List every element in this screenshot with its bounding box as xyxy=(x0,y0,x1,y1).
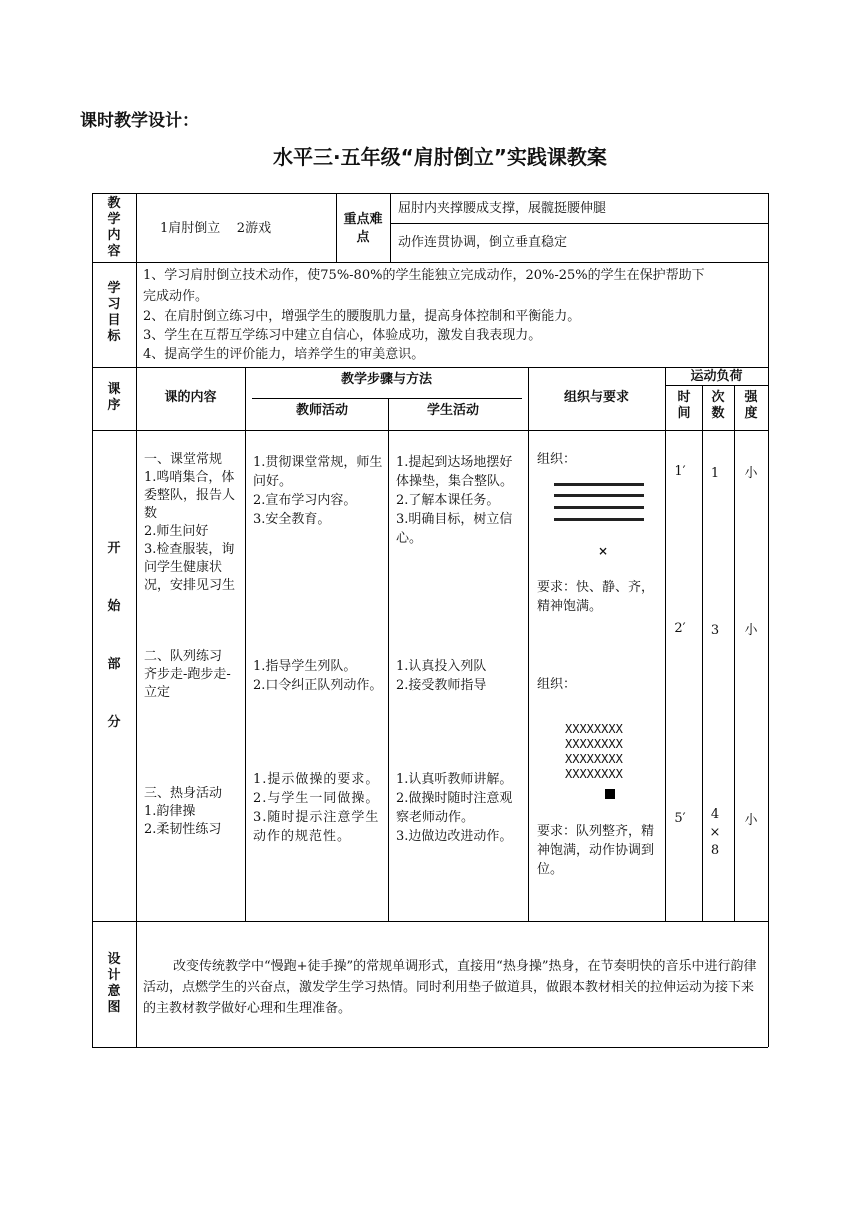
goal-line: 2、在肩肘倒立练习中，增强学生的腰腹肌力量，提高身体控制和平衡能力。 xyxy=(143,309,581,324)
teacher-activity-3: 1.提示做操的要求。 2.与学生一同做操。 3.随时提示注意学生动作的规范性。 xyxy=(253,772,380,844)
teacher-activity-2: 1.指导学生列队。 2.口令纠正队列动作。 xyxy=(253,659,383,693)
formation-row: XXXXXXXX xyxy=(565,737,623,751)
teaching-content-label: 教学内容 xyxy=(107,196,121,259)
time-value: 5′ xyxy=(674,811,686,826)
order-header: 课序 xyxy=(107,382,121,413)
student-activity-1: 1.提起到达场地摆好体操垫，集合整队。 2.了解本课任务。 3.明确目标，树立信心。 xyxy=(396,455,514,546)
intensity-value: 小 xyxy=(744,813,758,828)
time-value: 1′ xyxy=(674,464,686,479)
teaching-content: 1肩肘倒立 2游戏 xyxy=(160,221,272,236)
key-row-divider xyxy=(390,223,768,224)
goal-line: 1、学习肩肘倒立技术动作，使75%-80%的学生能独立完成动作，20%-25%的学生在保护帮助下 xyxy=(143,268,705,283)
col-divider xyxy=(136,193,137,1047)
steps-header: 教学步骤与方法 xyxy=(340,372,432,387)
intensity-value: 小 xyxy=(744,623,758,638)
time-value: 2′ xyxy=(674,621,686,636)
goal-line: 3、学生在互帮互学练习中建立自信心，体验成功，激发自我表现力。 xyxy=(143,328,542,343)
org-header: 组织与要求 xyxy=(563,390,629,405)
content-header: 课的内容 xyxy=(164,390,217,405)
org-requirement-2: 要求：队列整齐，精神饱满，动作协调到位。 xyxy=(537,824,655,877)
col-divider xyxy=(665,367,666,921)
col-divider xyxy=(734,385,735,921)
goal-line: 4、提高学生的评价能力，培养学生的审美意识。 xyxy=(143,347,425,362)
row-divider xyxy=(92,430,768,431)
count-header: 次数 xyxy=(711,390,725,421)
student-header: 学生活动 xyxy=(426,403,479,418)
teacher-position-mark: × xyxy=(598,544,609,558)
load-header: 运动负荷 xyxy=(690,369,743,384)
table-border-top xyxy=(92,193,768,194)
col-divider xyxy=(528,367,529,921)
design-intent-text: 改变传统教学中“慢跑+徒手操”的常规单调形式，直接用“热身操”热身，在节奏明快的音乐中进行韵律活动，点燃学生的兴奋点，激发学生学习热情。同时利用垫子做道具，做跟本教材相关的拉伸运动为接下来的主教材教学做好心理和生理准备。 xyxy=(143,959,757,1016)
formation-row: XXXXXXXX xyxy=(565,752,623,766)
table-border-right xyxy=(768,193,769,1047)
formation-row: XXXXXXXX xyxy=(565,767,623,781)
teacher-square-icon xyxy=(605,789,615,799)
intensity-header: 强度 xyxy=(744,390,758,421)
org-requirement-1: 要求：快、静、齐，精神饱满。 xyxy=(537,580,655,614)
row-divider xyxy=(92,921,768,922)
col-divider xyxy=(388,398,389,921)
learning-goals-label: 学习目标 xyxy=(107,281,121,344)
content-warmup: 三、热身活动 1.韵律操 2.柔韧性练习 xyxy=(144,786,223,837)
difficulty: 动作连贯协调，倒立垂直稳定 xyxy=(398,235,568,250)
table-border-bottom xyxy=(92,1047,768,1048)
col-divider xyxy=(390,193,391,262)
formation-row: XXXXXXXX xyxy=(565,722,623,736)
count-value: 1 xyxy=(710,466,720,481)
design-intent-label: 设计意图 xyxy=(107,952,121,1015)
student-activity-3: 1.认真听教师讲解。 2.做操时随时注意观察老师动作。 3.边做边改进动作。 xyxy=(396,772,513,844)
org-label-2: 组织： xyxy=(537,677,577,692)
col-divider xyxy=(336,193,337,262)
table-border-left xyxy=(92,193,93,1047)
count-value: 3 xyxy=(710,623,720,638)
col-divider xyxy=(702,385,703,921)
col-divider xyxy=(245,367,246,921)
time-header: 时间 xyxy=(677,390,691,421)
row-divider xyxy=(92,262,768,263)
org-label-1: 组织： xyxy=(537,452,577,467)
content-formation: 二、队列练习 齐步走-跑步走-立定 xyxy=(144,649,231,700)
steps-header-divider xyxy=(252,398,522,399)
key-point: 屈肘内夹撑腰成支撑，展髋挺腰伸腿 xyxy=(398,201,607,216)
start-part-label: 开始部分 xyxy=(107,541,121,730)
goal-line: 完成动作。 xyxy=(143,289,209,304)
teacher-activity-1: 1.贯彻课堂常规，师生问好。 2.宣布学习内容。 3.安全教育。 xyxy=(253,455,383,527)
key-difficulty-label: 重点难点 xyxy=(343,212,383,245)
count-value: 4 × 8 xyxy=(709,807,721,858)
teacher-header: 教师活动 xyxy=(295,403,348,418)
page-title: 水平三·五年级“肩肘倒立”实践课教案 xyxy=(273,145,607,169)
page-heading: 课时教学设计： xyxy=(80,111,199,131)
content-routine: 一、课堂常规 1.鸣哨集合，体委整队，报告人数 2.师生问好 3.检查服装，询问学生健康状况，安排见习生 xyxy=(144,452,236,593)
student-activity-2: 1.认真投入列队 2.接受教师指导 xyxy=(396,659,487,693)
intensity-value: 小 xyxy=(744,466,758,481)
